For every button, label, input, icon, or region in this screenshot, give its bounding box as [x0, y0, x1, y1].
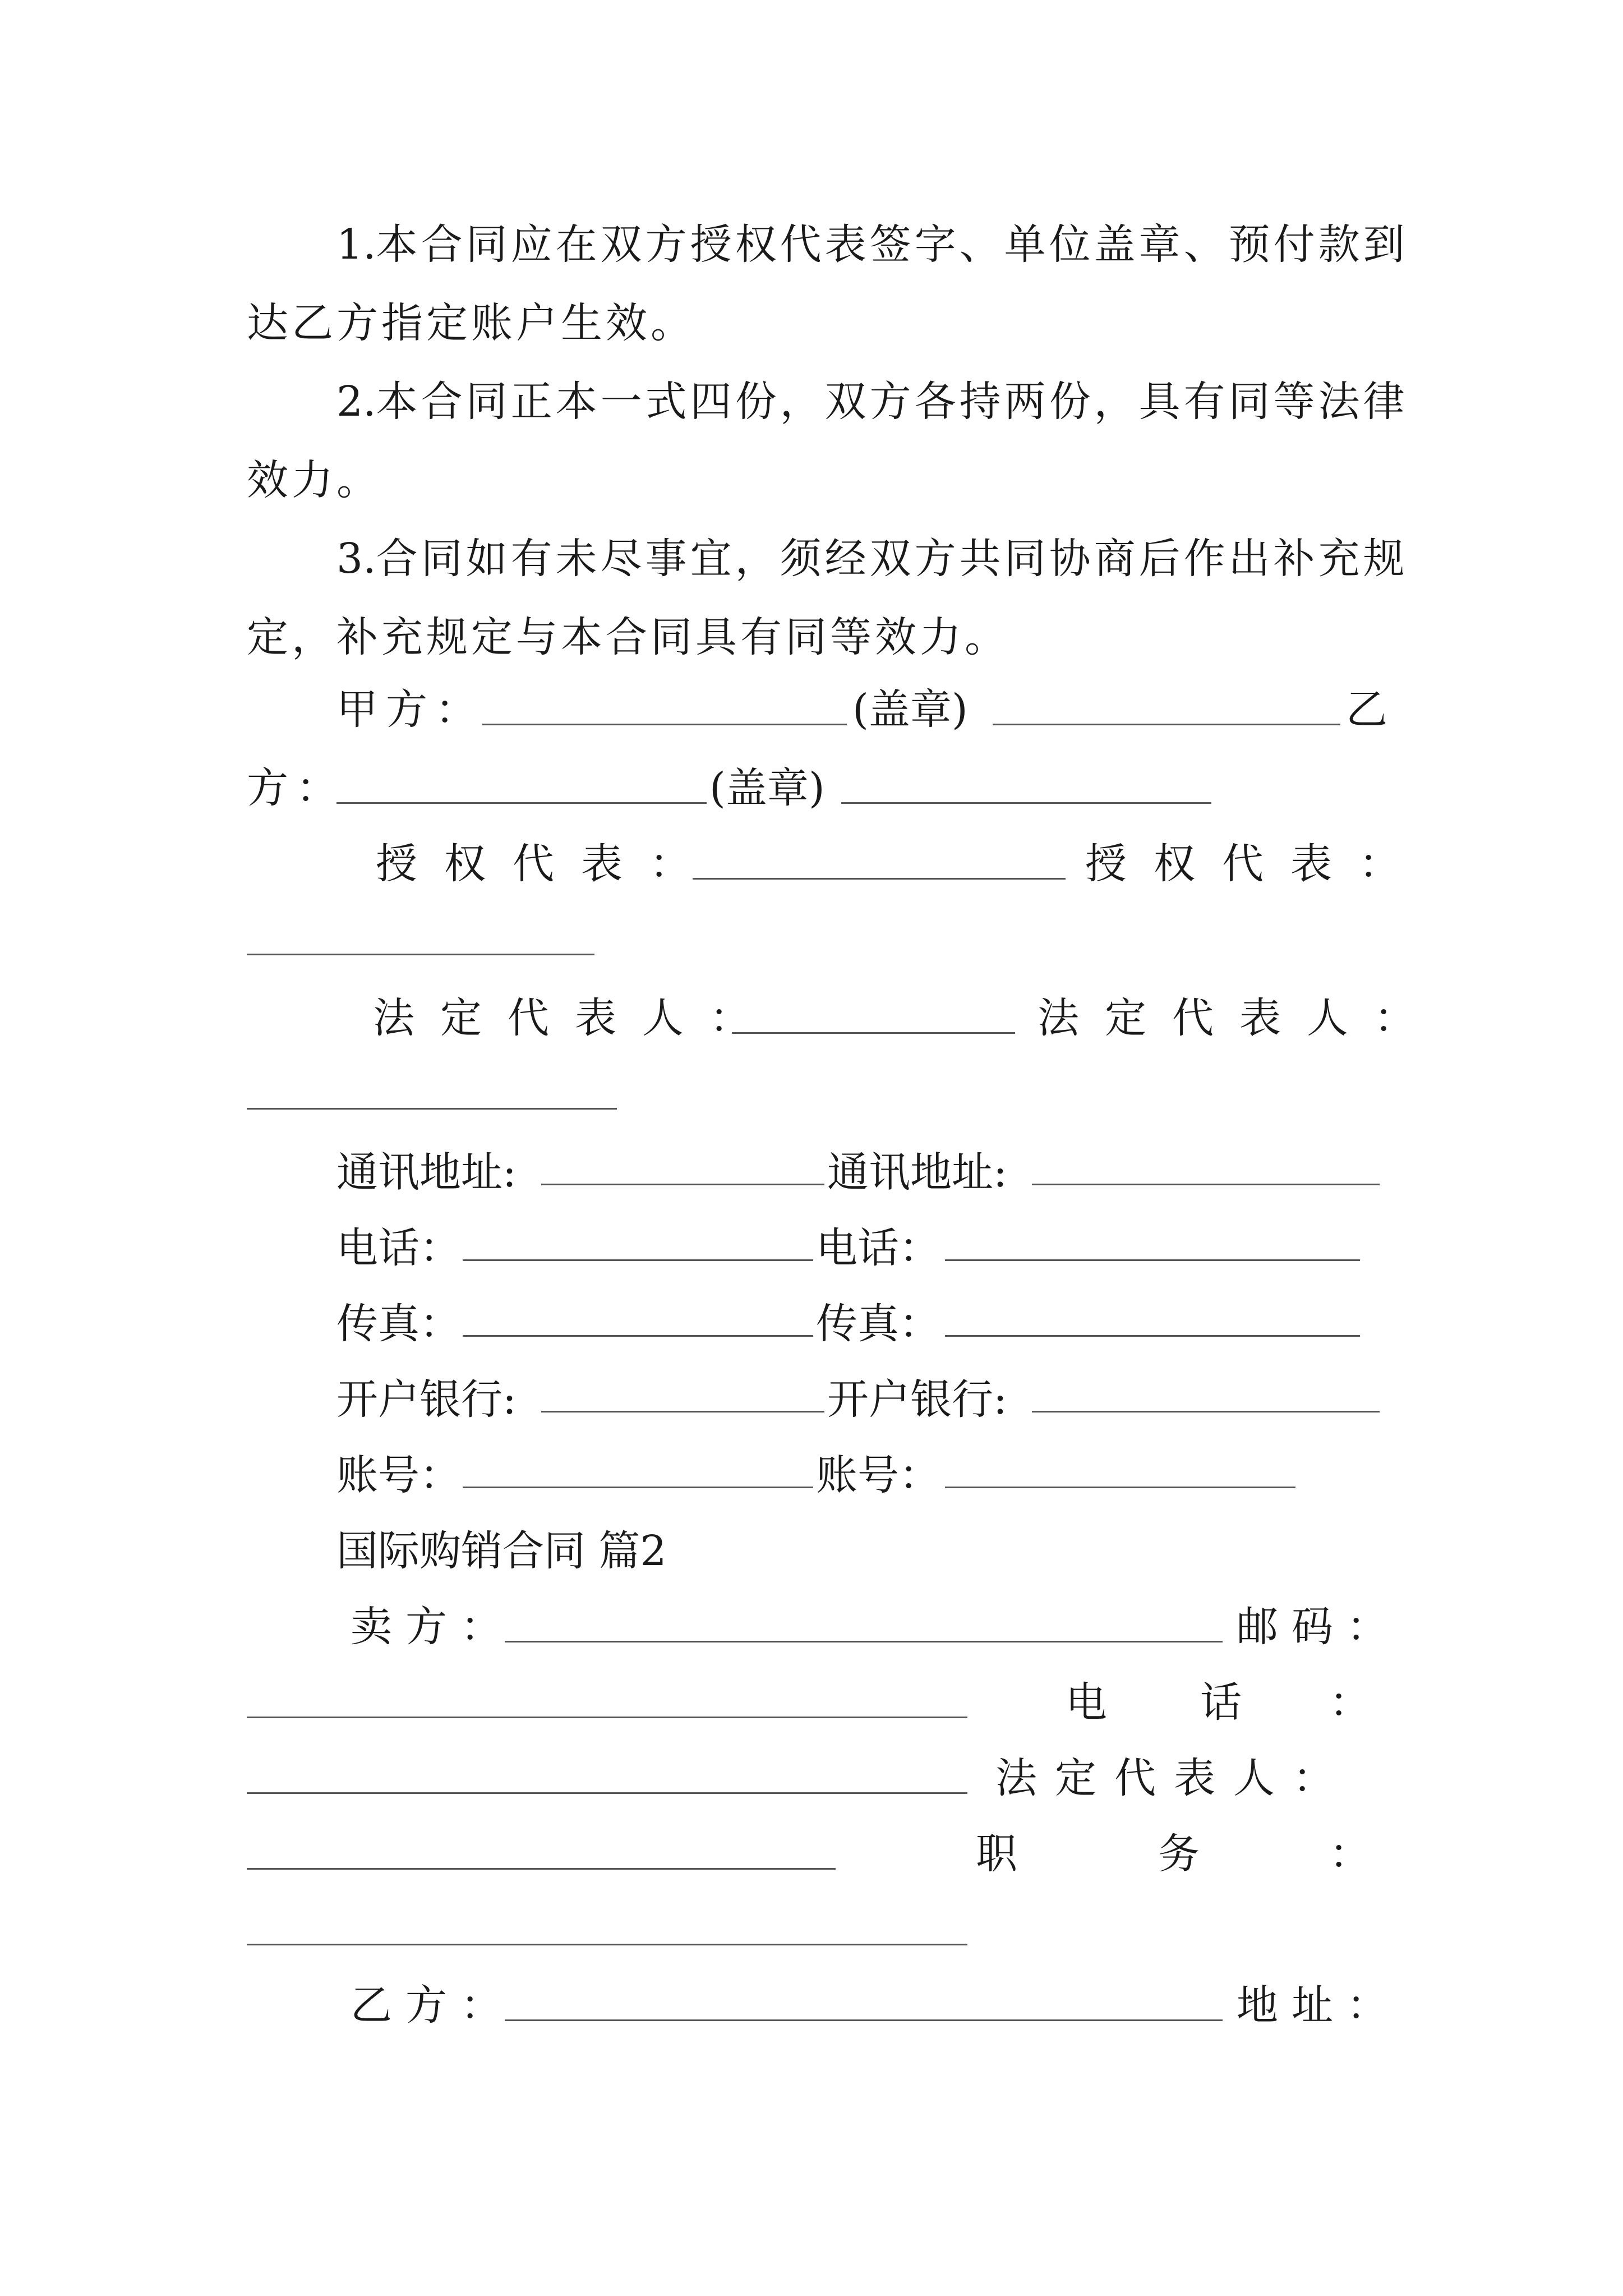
- account-a-label: 账号：: [336, 1451, 461, 1499]
- clause-text: 合同如有未尽事宜，须经双方共同协商后作出补充规: [376, 535, 1408, 583]
- seller-blank[interactable]: [505, 1641, 1223, 1642]
- address-b-label: 通讯地址:: [827, 1148, 1007, 1197]
- clause-text: 效力。: [247, 456, 381, 504]
- clause-1-line-1: [336, 205, 1408, 284]
- clause-text: 达乙方指定账户生效。: [247, 299, 695, 347]
- clause-1-line-2: [247, 284, 695, 362]
- clause-2-line-2: [247, 441, 381, 519]
- party-b-seal-blank[interactable]: [841, 802, 1211, 804]
- position-label-char-1: 职: [976, 1830, 1017, 1878]
- fax-a-blank[interactable]: [463, 1335, 813, 1337]
- buyer-label: 乙方：: [351, 1981, 515, 2030]
- party-b-seal: (盖章): [709, 764, 825, 812]
- phone-b-label: 电话：: [816, 1224, 940, 1272]
- clause-text: 本合同应在双方授权代表签字、单位盖章、预付款到: [376, 220, 1408, 269]
- clause-text: 定，补充规定与本合同具有同等效力。: [247, 613, 1009, 661]
- phone-colon: ：: [1329, 1678, 1371, 1727]
- postcode-label: 邮码：: [1237, 1603, 1401, 1651]
- account-a-blank[interactable]: [463, 1487, 813, 1488]
- phone-label-char-1: 电: [1066, 1678, 1107, 1727]
- legal-rep-a-blank[interactable]: [732, 1032, 1015, 1034]
- address-b-blank[interactable]: [1032, 1184, 1380, 1185]
- party-b-label-end: 方：: [247, 764, 345, 812]
- bank-b-label: 开户银行:: [827, 1375, 1007, 1424]
- party-a-seal: (盖章): [852, 685, 968, 734]
- legal-rep-b-label: 法定代表人：: [1038, 994, 1441, 1042]
- address-a-label: 通讯地址:: [336, 1148, 517, 1197]
- party-b-label-start: 乙: [1346, 685, 1387, 734]
- clause-3-line-1: [336, 519, 1408, 598]
- address-a-blank[interactable]: [541, 1184, 824, 1185]
- phone-a-blank[interactable]: [463, 1259, 813, 1261]
- phone-a-label: 电话：: [336, 1224, 461, 1272]
- bank-a-blank[interactable]: [541, 1411, 824, 1412]
- bank-b-blank[interactable]: [1032, 1411, 1380, 1412]
- legal-rep-a-label: 法定代表人：: [373, 994, 777, 1042]
- party-a-label: 甲方：: [336, 685, 485, 734]
- party-b-blank[interactable]: [336, 802, 707, 804]
- seller-label: 卖方：: [351, 1603, 515, 1651]
- position-colon: ：: [1329, 1830, 1371, 1878]
- section2-legal-rep-label: 法定代表人：: [995, 1754, 1352, 1802]
- fax-b-blank[interactable]: [945, 1335, 1360, 1337]
- position-blank[interactable]: [247, 1944, 967, 1945]
- bank-a-label: 开户银行:: [336, 1375, 517, 1424]
- account-b-blank[interactable]: [945, 1487, 1295, 1488]
- auth-rep-b-label: 授权代表：: [1085, 840, 1427, 888]
- account-b-label: 账号：: [816, 1451, 940, 1499]
- auth-rep-a-blank[interactable]: [693, 878, 1066, 880]
- clause-2-line-1: [336, 362, 1408, 441]
- postcode-blank[interactable]: [247, 1717, 967, 1718]
- clause-number: 3.: [336, 535, 376, 583]
- fax-a-label: 传真：: [336, 1300, 461, 1348]
- fax-b-label: 传真：: [816, 1300, 940, 1348]
- auth-rep-a-label: 授权代表：: [376, 840, 718, 888]
- clause-text: 本合同正本一式四份，双方各持两份，具有同等法律: [376, 378, 1408, 426]
- position-label-char-2: 务: [1158, 1830, 1200, 1878]
- legal-rep-blank[interactable]: [247, 1868, 836, 1870]
- buyer-blank[interactable]: [505, 2019, 1223, 2021]
- clause-number: 2.: [336, 378, 376, 426]
- phone-b-blank[interactable]: [945, 1259, 1360, 1261]
- party-a-seal-blank[interactable]: [993, 724, 1340, 725]
- buyer-address-label: 地址：: [1237, 1981, 1401, 2030]
- auth-rep-b-blank[interactable]: [247, 954, 594, 955]
- legal-rep-b-blank[interactable]: [247, 1108, 617, 1110]
- section-title: 国际购销合同 篇2: [336, 1527, 667, 1575]
- phone-blank[interactable]: [247, 1792, 967, 1794]
- clause-3-line-2: [247, 598, 1009, 677]
- party-a-blank[interactable]: [482, 724, 847, 725]
- clause-number: 1.: [336, 220, 376, 269]
- phone-label-char-2: 话: [1200, 1678, 1242, 1727]
